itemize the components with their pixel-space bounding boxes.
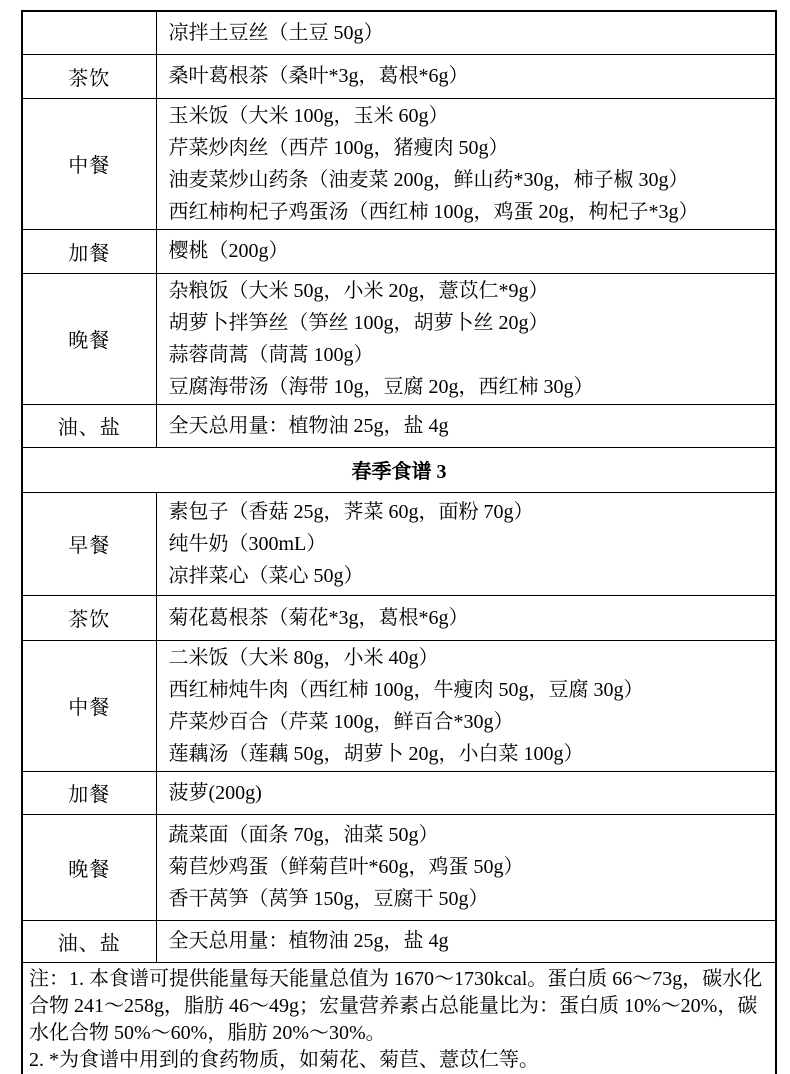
meal-label-cell: 中餐 [22, 640, 156, 771]
dish-line: 全天总用量：植物油 25g，盐 4g [168, 414, 449, 437]
diet-table [21, 10, 777, 1074]
dish-line: 豆腐海带汤（海带 10g，豆腐 20g，西红柿 30g） [168, 375, 594, 398]
table-row [22, 229, 776, 273]
dish-line: 西红柿枸杞子鸡蛋汤（西红柿 100g，鸡蛋 20g，枸杞子*3g） [168, 200, 699, 223]
table-row [22, 814, 776, 920]
dish-line: 蔬菜面（面条 70g，油菜 50g） [168, 824, 439, 846]
dishes-cell [156, 229, 776, 273]
dish-line: 凉拌菜心（菜心 50g） [168, 564, 364, 587]
dishes-cell [156, 640, 776, 771]
dish-line: 杂粮饭（大米 50g，小米 20g，薏苡仁*9g） [168, 279, 549, 302]
meal-label-cell: 油、盐 [22, 404, 156, 447]
dish-line: 纯牛奶（300mL） [168, 532, 327, 555]
meal-label-cell: 晚餐 [22, 814, 156, 920]
meal-label-cell: 晚餐 [22, 273, 156, 404]
meal-label-cell: 中餐 [22, 98, 156, 229]
dish-line: 菊花葛根茶（菊花*3g，葛根*6g） [168, 606, 469, 629]
table-row [22, 273, 776, 404]
table-row [22, 54, 776, 98]
table-row [22, 640, 776, 771]
dish-line: 西红柿炖牛肉（西红柿 100g，牛瘦肉 50g，豆腐 30g） [168, 678, 644, 701]
dishes-cell [156, 11, 776, 54]
dish-line: 樱桃（200g） [168, 240, 289, 262]
dishes-cell [156, 273, 776, 404]
diet-table-body [22, 11, 776, 1074]
note-paragraph: 注：1. 本食谱可提供能量每天能量总值为 1670～1730kcal。蛋白质 66～73g，碳水化合物 241～258g，脂肪 46～49g；宏量营养素占总能量比为：蛋白质 10%～20%，碳水化合物 50%～60%，脂肪 20%～30%。 [29, 967, 763, 1044]
meal-label-cell: 早餐 [22, 492, 156, 595]
table-row [22, 404, 776, 447]
dish-line: 油麦菜炒山药条（油麦菜 200g，鲜山药*30g，柿子椒 30g） [168, 168, 689, 191]
dish-line: 蒜蓉茼蒿（茼蒿 100g） [168, 343, 374, 366]
meal-label-cell: 茶饮 [22, 595, 156, 640]
dish-line: 桑叶葛根茶（桑叶*3g，葛根*6g） [168, 65, 469, 87]
section-title: 春季食谱 3 [22, 447, 776, 492]
meal-label-cell: 油、盐 [22, 920, 156, 962]
meal-label-cell: 加餐 [22, 771, 156, 814]
dishes-cell [156, 920, 776, 962]
dishes-cell [156, 98, 776, 229]
table-row [22, 595, 776, 640]
dishes-cell [156, 492, 776, 595]
dish-line: 玉米饭（大米 100g，玉米 60g） [168, 104, 449, 127]
dish-line: 凉拌土豆丝（土豆 50g） [168, 21, 384, 44]
dish-line: 莲藕汤（莲藕 50g，胡萝卜 20g，小白菜 100g） [168, 742, 584, 765]
notes-row [22, 962, 776, 1074]
dishes-cell [156, 54, 776, 98]
meal-label-cell: 茶饮 [22, 54, 156, 98]
note-paragraph: 2. *为食谱中用到的食药物质，如菊花、菊苣、薏苡仁等。 [29, 1048, 539, 1071]
dish-line: 芹菜炒肉丝（西芹 100g，猪瘦肉 50g） [168, 136, 509, 159]
dishes-cell [156, 814, 776, 920]
dish-line: 素包子（香菇 25g，荠菜 60g，面粉 70g） [168, 500, 534, 523]
table-row [22, 11, 776, 54]
dish-line: 全天总用量：植物油 25g，盐 4g [168, 930, 449, 952]
dishes-cell [156, 404, 776, 447]
dish-line: 菠萝(200g) [168, 781, 262, 804]
dish-line: 香干莴笋（莴笋 150g，豆腐干 50g） [168, 888, 489, 910]
meal-label-cell: 加餐 [22, 229, 156, 273]
section-title-row [22, 447, 776, 492]
dish-line: 胡萝卜拌笋丝（笋丝 100g，胡萝卜丝 20g） [168, 311, 549, 334]
dish-line: 二米饭（大米 80g，小米 40g） [168, 646, 439, 669]
table-row [22, 920, 776, 962]
dish-line: 芹菜炒百合（芹菜 100g，鲜百合*30g） [168, 710, 514, 733]
notes-cell [22, 962, 776, 1074]
table-row [22, 98, 776, 229]
table-row [22, 492, 776, 595]
dishes-cell [156, 595, 776, 640]
dish-line: 菊苣炒鸡蛋（鲜菊苣叶*60g，鸡蛋 50g） [168, 856, 524, 878]
table-row [22, 771, 776, 814]
meal-label-cell [22, 11, 156, 54]
dishes-cell [156, 771, 776, 814]
